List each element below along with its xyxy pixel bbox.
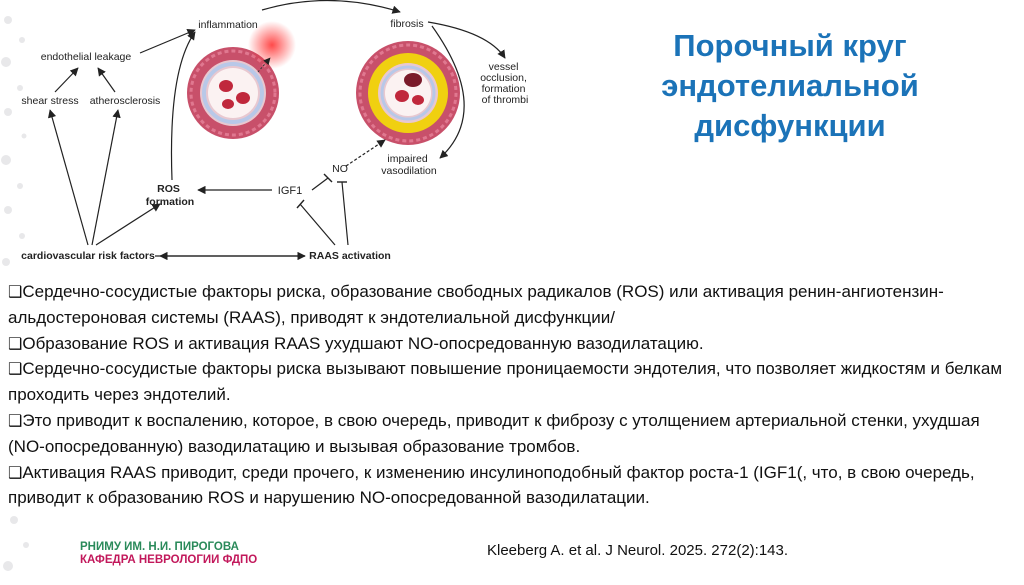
checkbox-bullet-icon: ❑ xyxy=(8,282,23,301)
bullet-item: ❑Образование ROS и активация RAAS ухудшают NO-опосредованную вазодилатацию. xyxy=(8,333,704,353)
label-endothelial-leakage: endothelial leakage xyxy=(40,51,132,63)
checkbox-bullet-icon: ❑ xyxy=(8,359,23,379)
blood-vessel-icon xyxy=(187,21,296,139)
label-fibrosis: fibrosis xyxy=(390,18,424,30)
label-vessel-occlusion: vessel occlusion, formation of thrombi xyxy=(480,61,529,106)
slide-title-line: Порочный круг xyxy=(673,28,907,63)
checkbox-bullet-icon: ❑ xyxy=(8,462,23,482)
slide-title-line: эндотелиальной xyxy=(661,68,919,103)
department-name: КАФЕДРА НЕВРОЛОГИИ ФДПО xyxy=(80,554,258,566)
fibrotic-vessel-icon xyxy=(356,41,460,145)
bullet-item: ❑Сердечно-сосудистые факторы риска, образование свободных радикалов (ROS) или активация ренин-ангиотензин-альдостероновая системы (RAAS), приводят к эндотелиальной дисфункции/ xyxy=(8,282,944,327)
institution-name: РНИМУ ИМ. Н.И. ПИРОГОВА xyxy=(80,541,239,553)
bullet-item: ❑Активация RAAS приводит, среди прочего, к изменению инсулиноподобный фактор роста-1 (IGF1(, что, в свою очередь, приводит к образованию ROS и нарушению NO-опосредованной вазодилатации. xyxy=(8,462,975,508)
label-inflammation: inflammation xyxy=(198,19,258,31)
label-ros-formation: ROS formation xyxy=(145,183,195,208)
checkbox-bullet-icon: ❑ xyxy=(8,410,23,430)
slide-title xyxy=(610,26,970,146)
endothelial-dysfunction-diagram xyxy=(0,0,560,275)
institution-logo-text xyxy=(80,541,257,567)
bullet-item: ❑Это приводит к воспалению, которое, в свою очередь, приводит к фиброзу с утолщением артериальной стенки, ухудшая (NO-опосредованную) вазодилатацию и вызывая образование тромбов. xyxy=(8,410,980,456)
slide-title-line: дисфункции xyxy=(694,108,886,143)
label-shear-stress: shear stress xyxy=(21,95,79,107)
label-impaired-vasodilation: impaired vasodilation xyxy=(381,153,437,177)
citation: Kleeberg A. et al. J Neurol. 2025. 272(2):143. xyxy=(487,542,789,559)
bullet-list xyxy=(8,279,1020,511)
label-raas-activation: RAAS activation xyxy=(309,250,391,262)
checkbox-bullet-icon: ❑ xyxy=(8,333,23,353)
bullet-item: ❑Сердечно-сосудистые факторы риска вызывают повышение проницаемости эндотелия, что позволяет жидкостям и белкам проходить через эндотелий. xyxy=(8,359,1003,405)
label-risk-factors: cardiovascular risk factors xyxy=(21,250,155,262)
label-atherosclerosis: atherosclerosis xyxy=(89,95,161,107)
label-igf1: IGF1 xyxy=(277,185,303,197)
label-no: NO xyxy=(332,163,348,175)
